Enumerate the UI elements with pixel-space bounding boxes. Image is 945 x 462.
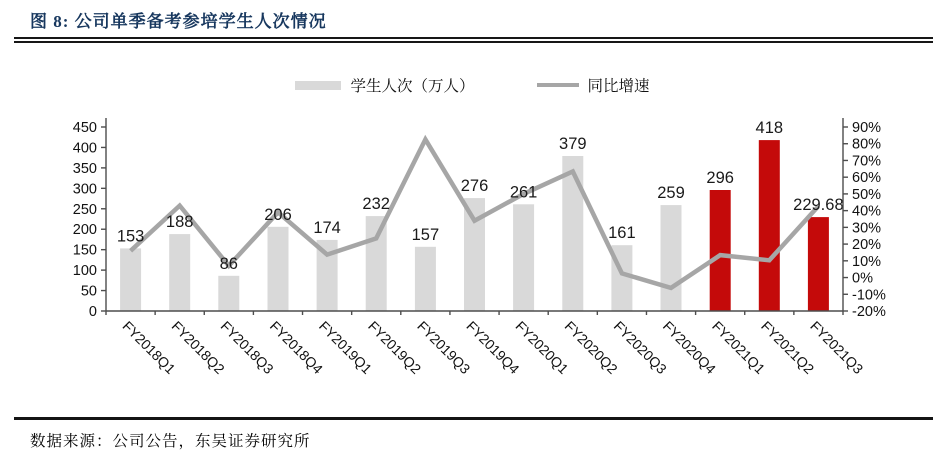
bar-value-label: 86 xyxy=(219,254,238,273)
bar-value-label: 276 xyxy=(460,177,489,196)
title-divider xyxy=(14,37,933,43)
x-axis-label: FY2018Q1 xyxy=(119,317,179,378)
bar-value-label: 232 xyxy=(362,195,390,214)
right-axis-tick-label: 0% xyxy=(852,270,873,287)
left-axis-tick-label: 150 xyxy=(72,242,97,259)
x-axis-label: FY2018Q2 xyxy=(168,317,228,378)
right-axis-tick-label: 80% xyxy=(852,136,882,153)
x-axis-label: FY2021Q1 xyxy=(709,317,769,378)
legend-item-students xyxy=(295,74,474,96)
chart-area xyxy=(0,100,945,402)
bar-FY2018Q1 xyxy=(120,248,141,311)
x-axis-label: FY2021Q3 xyxy=(807,317,867,378)
right-axis-tick-label: 20% xyxy=(852,237,882,254)
x-axis-label: FY2021Q2 xyxy=(758,317,818,378)
bar-FY2020Q1 xyxy=(513,204,534,311)
bar-FY2021Q3 xyxy=(808,217,829,311)
x-axis-label: FY2019Q2 xyxy=(365,317,425,378)
source-divider xyxy=(14,417,933,420)
line-legend-label: 同比增速 xyxy=(587,78,650,95)
left-axis-tick-label: 200 xyxy=(72,222,97,239)
bar-value-label: 206 xyxy=(264,205,292,224)
bar-value-label: 259 xyxy=(657,184,685,203)
right-axis-tick-label: 40% xyxy=(852,203,882,220)
bar-FY2020Q4 xyxy=(661,205,682,311)
bar-legend-label: 学生人次（万人） xyxy=(350,78,475,95)
right-axis-tick-label: 70% xyxy=(852,153,882,170)
right-axis-tick-label: -10% xyxy=(852,287,886,304)
left-axis-tick-label: 350 xyxy=(72,160,97,177)
x-axis-label: FY2019Q4 xyxy=(463,317,523,378)
figure-title: 图 8: 公司单季备考参培学生人次情况 xyxy=(30,12,327,31)
bar-value-label: 379 xyxy=(559,135,587,153)
bar-value-label: 188 xyxy=(165,213,194,232)
bar-FY2019Q3 xyxy=(415,247,436,311)
x-axis-label: FY2018Q3 xyxy=(217,317,277,378)
left-axis-tick-label: 400 xyxy=(72,140,97,157)
bar-FY2021Q2 xyxy=(759,140,780,311)
combo-chart xyxy=(0,100,945,402)
left-axis-tick-label: 300 xyxy=(72,181,97,198)
bar-FY2021Q1 xyxy=(710,190,731,311)
right-axis-tick-label: -20% xyxy=(852,304,886,320)
left-axis-tick-label: 250 xyxy=(72,201,97,218)
x-axis-label: FY2020Q4 xyxy=(659,317,720,378)
x-axis-label: FY2019Q3 xyxy=(414,317,474,378)
right-axis-tick-label: 10% xyxy=(852,253,882,270)
bar-value-label: 153 xyxy=(116,227,145,246)
data-source: 数据来源：公司公告，东吴证券研究所 xyxy=(30,433,311,450)
bar-value-label: 261 xyxy=(509,183,538,202)
x-axis-label: FY2020Q1 xyxy=(512,317,572,378)
chart-legend xyxy=(0,74,945,96)
line-legend-swatch xyxy=(537,83,579,87)
right-axis-tick-label: 50% xyxy=(852,186,882,203)
bar-value-label: 161 xyxy=(608,224,636,243)
right-axis-tick-label: 90% xyxy=(852,120,882,136)
x-axis-label: FY2020Q3 xyxy=(610,317,670,378)
bar-FY2020Q2 xyxy=(562,156,583,311)
left-axis-tick-label: 450 xyxy=(72,120,97,136)
x-axis-label: FY2018Q4 xyxy=(266,317,327,378)
right-axis-tick-label: 30% xyxy=(852,220,882,237)
bar-FY2019Q2 xyxy=(366,216,387,311)
left-axis-tick-label: 0 xyxy=(88,304,97,320)
bar-value-label: 296 xyxy=(706,169,734,187)
bar-FY2018Q4 xyxy=(268,227,289,311)
bar-value-label: 174 xyxy=(313,218,341,237)
x-axis-label: FY2020Q2 xyxy=(561,317,621,378)
bar-legend-swatch xyxy=(295,81,341,90)
bar-FY2018Q2 xyxy=(169,234,190,311)
left-axis-tick-label: 100 xyxy=(72,263,97,280)
right-axis-tick-label: 60% xyxy=(852,170,882,187)
legend-item-growth xyxy=(537,74,650,96)
bar-FY2018Q3 xyxy=(218,276,239,311)
bar-value-label: 418 xyxy=(755,119,784,138)
bar-value-label: 229.68 xyxy=(793,196,844,215)
left-axis-tick-label: 50 xyxy=(80,283,97,300)
bar-value-label: 157 xyxy=(411,225,440,244)
x-axis-label: FY2019Q1 xyxy=(315,317,376,378)
